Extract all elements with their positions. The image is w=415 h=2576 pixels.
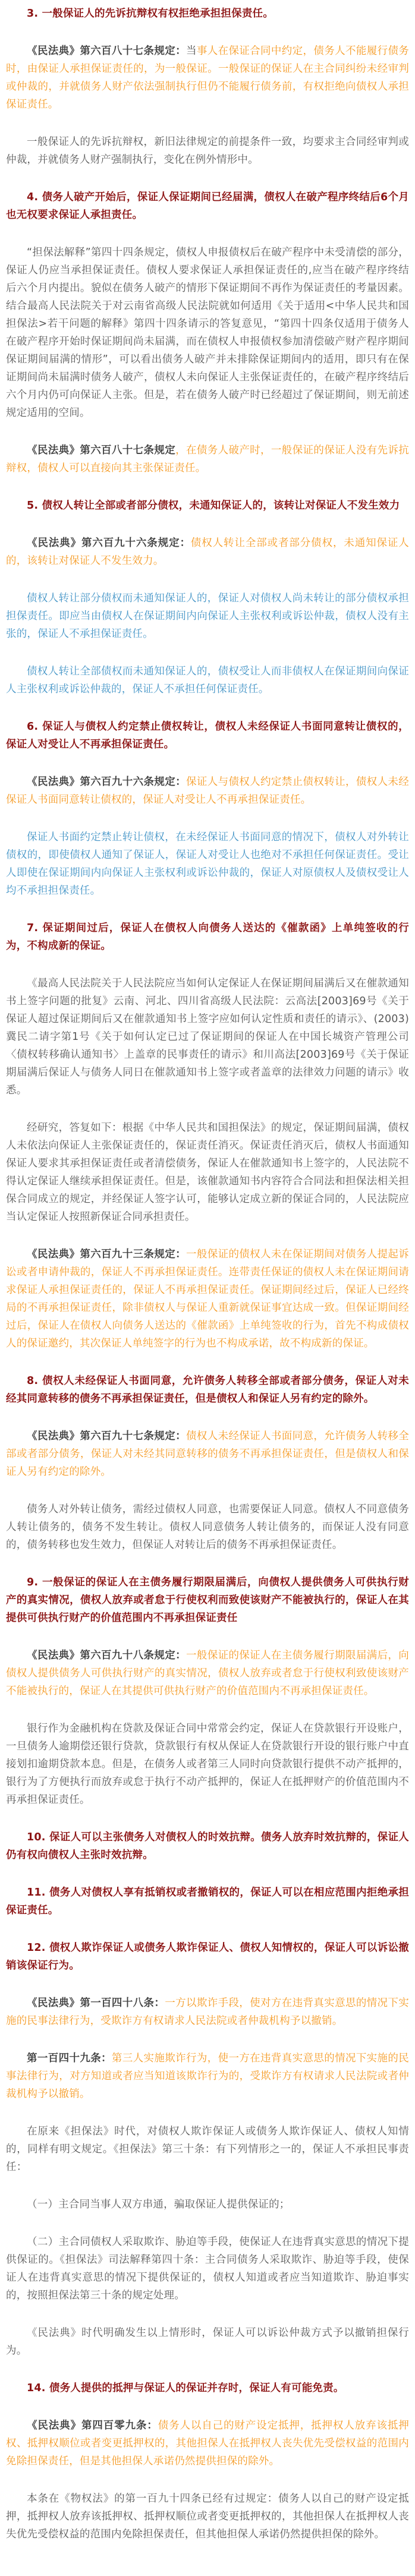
section-heading: [6, 1884, 409, 1919]
statute-paragraph: [6, 1994, 409, 2030]
statute-label: 《民法典》第四百零九条：: [27, 2420, 158, 2432]
heading-text: 11. 债务人对债权人享有抵销权或者撤销权的，保证人可以在相应范围内拒绝承担保证责任。: [6, 1887, 409, 1916]
commentary-text: 银行作为金融机构在贷款及保证合同中常常会约定，保证人在贷款银行开设账户，一旦债务人逾期偿还银行贷款，贷款银行有权从保证人在贷款银行开设的银行账户中直接划扣逾期贷款本息。但是，在债务人或者第三人同时向贷款银行提供不动产抵押的，银行为了方便执行而放弃或怠于执行不动产抵押的，保证人在抵押财产的价值范围内不再承担保证责任。: [6, 1723, 409, 1806]
statute-label: 《民法典》第六百九十六条规定：: [27, 776, 186, 788]
commentary-text: 债权人转让全部债权而未通知保证人的，债权受让人而非债权人在保证期间向保证人主张权利或诉讼仲裁的，保证人不承担任何保证责任。: [6, 666, 409, 695]
commentary-text: 《最高人民法院关于人民法院应当如何认定保证人在保证期间届满后又在催款通知书上签字问题的批复》云南、河北、四川省高级人民法院：云高法[2003]69号《关于保证人超过保证期间后又在催款通知书上签字应如何认定性质和责任的请示》、(2003)冀民二请字第1号《关于如何认定已过了保证期间的保证人在中国长城资产管理公司〈债权转移确认通知书〉上盖章的民事责任的请示》和川高法[2003]69号《关于保证期届满后保证人与债务人同日在催款通知书上签字或者盖章的法律效力问题的请示》收悉。: [6, 978, 409, 1096]
statute-paragraph: [6, 534, 409, 570]
statute-label: 《民法典》第六百八十七条规定: [27, 444, 176, 456]
commentary-text: 债权人转让部分债权而未通知保证人的，保证人对债权人尚未转让的部分债权承担担保责任。即应当由债权人在保证期间内向保证人主张权利或诉讼仲裁，债权人没有主张的，保证人不承担保证责任。: [6, 592, 409, 640]
heading-text: 12. 债权人欺诈保证人或债务人欺诈保证人、债权人知情权的，保证人可以诉讼撤销该保证行为。: [6, 1942, 409, 1972]
statute-text: 一方以欺诈手段，使对方在违背真实意思的情况下实施的民事法律行为，受欺诈方有权请求人民法院或者仲裁机构予以撤销。: [6, 1997, 409, 2027]
statute-text: 债权人转让全部或者部分债权，未通知保证人的，该转让对保证人不发生效力。: [6, 537, 410, 567]
commentary-paragraph: [6, 2490, 409, 2543]
commentary-paragraph: [6, 2324, 409, 2360]
statute-paragraph: [6, 42, 409, 113]
section-heading: [6, 1574, 409, 1627]
statute-paragraph: [6, 2417, 409, 2470]
statute-text: 第三人实施欺诈行为，使一方在违背真实意思的情况下实施的民事法律行为，对方知道或者应当知道该欺诈行为的，受欺诈方有权请求人民法院或者仲裁机构予以撤销。: [6, 2052, 409, 2100]
statute-paragraph: [6, 1427, 409, 1481]
statute-paragraph: [6, 773, 409, 809]
statute-label: 《民法典》第一百四十八条：: [27, 1997, 165, 2009]
section-heading: [6, 718, 409, 753]
heading-text: 8. 债权人未经保证人书面同意，允许债务人转移全部或者部分债务，保证人对未经其同意转移的债务不再承担保证责任，但是债权人和保证人另有约定的除外。: [6, 1375, 409, 1405]
commentary-text: 《民法典》时代明确发生以上情形时，保证人可以诉讼仲裁方式予以撤销担保行为。: [6, 2327, 409, 2357]
commentary-text: 在原来《担保法》时代，对债权人欺诈保证人或债务人欺诈保证人、债权人知情的，同样有明文规定。《担保法》第三十条：有下列情形之一的，保证人不承担民事责任：: [6, 2126, 409, 2173]
heading-text: 7. 保证期间过后，保证人在债权人向债务人送达的《催款函》上单纯签收的行为，不构成新的保证。: [6, 922, 409, 952]
commentary-text: 经研究，答复如下：根据《中华人民共和国担保法》的规定，保证期间届满，债权人未依法向保证人主张保证责任的，保证责任消灭。保证责任消灭后，债权人书面通知保证人要求其承担保证责任或者清偿债务，保证人在催款通知书上签字的，人民法院不得认定保证人继续承担保证责任。但是，该催款通知书内容符合合同法和担保法相关担保合同成立的规定，并经保证人签字认可，能够认定成立新的保证合同的，人民法院应当认定保证人按照新保证合同承担责任。: [6, 1122, 409, 1223]
commentary-text: 债务人对外转让债务，需经过债权人同意，也需要保证人同意。债权人不同意债务人转让债务的，债务不发生转让。债权人同意债务人转让债务的，而保证人没有同意的，债务转移也发生效力，但保证人对转让后的债务不再承担保证责任。: [6, 1503, 409, 1551]
commentary-text: 保证人书面约定禁止转让债权，在未经保证人书面同意的情况下，债权人对外转让债权的，即使债权人通知了保证人，保证人对受让人也绝对不承担任何保证责任。受让人即使在保证期间内向保证人主张权利或诉讼仲裁的，保证人对原债权人及债权受让人均不承担担保责任。: [6, 831, 409, 897]
commentary-paragraph: [6, 1720, 409, 1809]
statute-text: 一般保证的债权人未在保证期间对债务人提起诉讼或者申请仲裁的，保证人不再承担保证责任。连带责任保证的债权人未在保证期间请求保证人承担保证责任的，保证人不再承担保证责任。保证期间经过后，保证人已经终局的不再承担保证责任，除非债权人与保证人重新就保证事宜达成一致。但保证期间经过后，保证人在债权人向债务人送达的《催款函》上单纯签收的行为，首先不构成债权人的保证邀约，其次保证人单纯签字的行为也不构成承诺，故不构成新的保证。: [6, 1248, 409, 1350]
section-heading: [6, 1828, 409, 1864]
commentary-paragraph: [6, 133, 409, 169]
section-heading: [6, 1372, 409, 1408]
statute-label: 《民法典》第六百九十七条规定：: [27, 1430, 186, 1442]
commentary-text: （二）主合同债权人采取欺诈、胁迫等手段，使保证人在违背真实意思的情况下提供保证的。《担保法》司法解释第四十条：主合同债务人采取欺诈、胁迫等手段，使保证人在违背真实意思的情况下提供保证的，债权人知道或者应当知道欺诈、胁迫事实的，按照担保法第三十条的规定处理。: [6, 2236, 409, 2301]
section-heading: [6, 919, 409, 955]
statute-paragraph: [6, 442, 409, 477]
statute-text: 债权人未经保证人书面同意，允许债务人转移全部或者部分债务，保证人对未经其同意转移的债务不再承担保证责任，但是债权人和保证人另有约定的除外。: [6, 1430, 409, 1478]
commentary-text: 本条在《物权法》的第一百九十四条已经有过规定：债务人以自己的财产设定抵押，抵押权人放弃该抵押权、抵押权顺位或者变更抵押权的，其他担保人在抵押权人丧失优先受偿权益的范围内免除担保责任，但其他担保人承诺仍然提供担保的除外。: [6, 2493, 409, 2540]
commentary-paragraph: [6, 2123, 409, 2176]
statute-text: 债务人以自己的财产设定抵押，抵押权人放弃该抵押权、抵押权顺位或者变更抵押权的，其他担保人在抵押权人丧失优先受偿权益的范围内免除担保责任，但是其他担保人承诺仍然提供担保的除外。: [6, 2420, 409, 2467]
heading-text: 5. 债权人转让全部或者部分债权，未通知保证人的，该转让对保证人不发生效力: [27, 500, 400, 512]
commentary-paragraph: [6, 663, 409, 698]
commentary-text: 一般保证人的先诉抗辩权，新旧法律规定的前提条件一致，均要求主合同经审判或仲裁，并就债务人财产强制执行，变化在例外情形中。: [6, 136, 409, 166]
statute-paragraph: [6, 2050, 409, 2103]
statute-paragraph: [6, 1647, 409, 1700]
heading-text: 10. 保证人可以主张债务人对债权人的时效抗辩。债务人放弃时效抗辩的，保证人仍有权向债权人主张时效抗辩。: [6, 1831, 409, 1861]
heading-text: 6. 保证人与债权人约定禁止债权转让，债权人未经保证人书面同意转让债权的，保证人对受让人不再承担保证责任。: [6, 721, 409, 751]
statute-label: 第一百四十九条：: [27, 2052, 112, 2064]
section-heading: [6, 1939, 409, 1975]
statute-label: 《民法典》第六百八十七条规定：: [27, 45, 186, 57]
heading-text: 4. 债务人破产开始后，保证人保证期间已经届满，债权人在破产程序终结后6个月也无权要求保证人承担责任。: [6, 191, 409, 221]
statute-label: 《民法典》第六百九十八条规定：: [27, 1650, 186, 1661]
statute-text: ，在债务人破产时，一般保证的保证人没有先诉抗辩权，债权人可以直接向其主张保证责任。: [6, 444, 409, 474]
commentary-text: （一）主合同当事人双方串通，骗取保证人提供保证的；: [27, 2199, 290, 2211]
commentary-paragraph: [6, 2233, 409, 2304]
commentary-paragraph: [6, 975, 409, 1099]
statute-paragraph: [6, 1246, 409, 1352]
commentary-paragraph: [6, 589, 409, 643]
commentary-paragraph: [6, 1119, 409, 1226]
commentary-paragraph: [6, 2196, 409, 2214]
commentary-text: “担保法解释”第四十四条规定，债权人申报债权后在破产程序中未受清偿的部分，保证人仍应当承担保证责任。债权人要求保证人承担保证责任的,应当在破产程序终结后六个月内提出。貌似在债务人破产的情形下保证期间不再作为保证责任的考量因素。结合最高人民法院关于对云南省高级人民法院就如何适用《关于适用<中华人民共和国担保法>若干问题的解释》第四十四条请示的答复意见，“第四十四条仅适用于债务人在破产程序开始时保证期间尚未届满，而在债权人申报债权参加清偿破产财产程序期间保证期间届满的情形”，可以看出债务人破产并未排除保证期间内的适用，即只有在保证期间尚未届满时债务人破产，债权人未向保证人主张保证责任的，在破产程序终结后六个月内仍可向保证人主张。但是，若在债务人破产时已经超过了保证期间，则无前述规定适用的空间。: [6, 247, 409, 419]
heading-text: 9. 一般保证的保证人在主债务履行期限届满后，向债权人提供债务人可供执行财产的真实情况，债权人放弃或者怠于行使权利而致使该财产不能被执行的，保证人在其提供可供执行财产的价值范围内不再承担保证责任: [6, 1577, 409, 1624]
section-heading: [6, 188, 409, 224]
section-heading: [6, 2379, 409, 2397]
commentary-paragraph: [6, 1500, 409, 1554]
section-heading: [6, 497, 409, 515]
statute-text: 一般保证的保证人在主债务履行期限届满后，向债权人提供债务人可供执行财产的真实情况，债权人放弃或者怠于行使权利致使该财产不能被执行的，保证人在其提供可供执行财产的价值范围内不再承担保证责任。: [6, 1650, 409, 1697]
commentary-paragraph: [6, 828, 409, 900]
section-heading: [6, 5, 409, 23]
heading-text: 14. 债务人提供的抵押与保证人的保证并存时，保证人有可能免责。: [27, 2382, 344, 2394]
statute-lead-char: 当: [186, 45, 197, 57]
statute-text: 保证人与债权人约定禁止债权转让，债权人未经保证人书面同意转让债权的，保证人对受让人不再承担保证责任。: [6, 776, 409, 806]
commentary-paragraph: [6, 244, 409, 422]
statute-label: 《民法典》第六百九十六条规定：: [27, 537, 191, 549]
heading-text: 3. 一般保证人的先诉抗辩权有权拒绝承担担保责任。: [27, 8, 273, 20]
statute-label: 《民法典》第六百九十三条规定：: [27, 1248, 186, 1260]
statute-text: 事人在保证合同中约定，债务人不能履行债务时，由保证人承担保证责任的，为一般保证。一般保证的保证人在主合同纠纷未经审判或仲裁的，并就债务人财产依法强制执行但仍不能履行债务前，有权拒绝向债权人承担保证责任。: [6, 45, 410, 111]
